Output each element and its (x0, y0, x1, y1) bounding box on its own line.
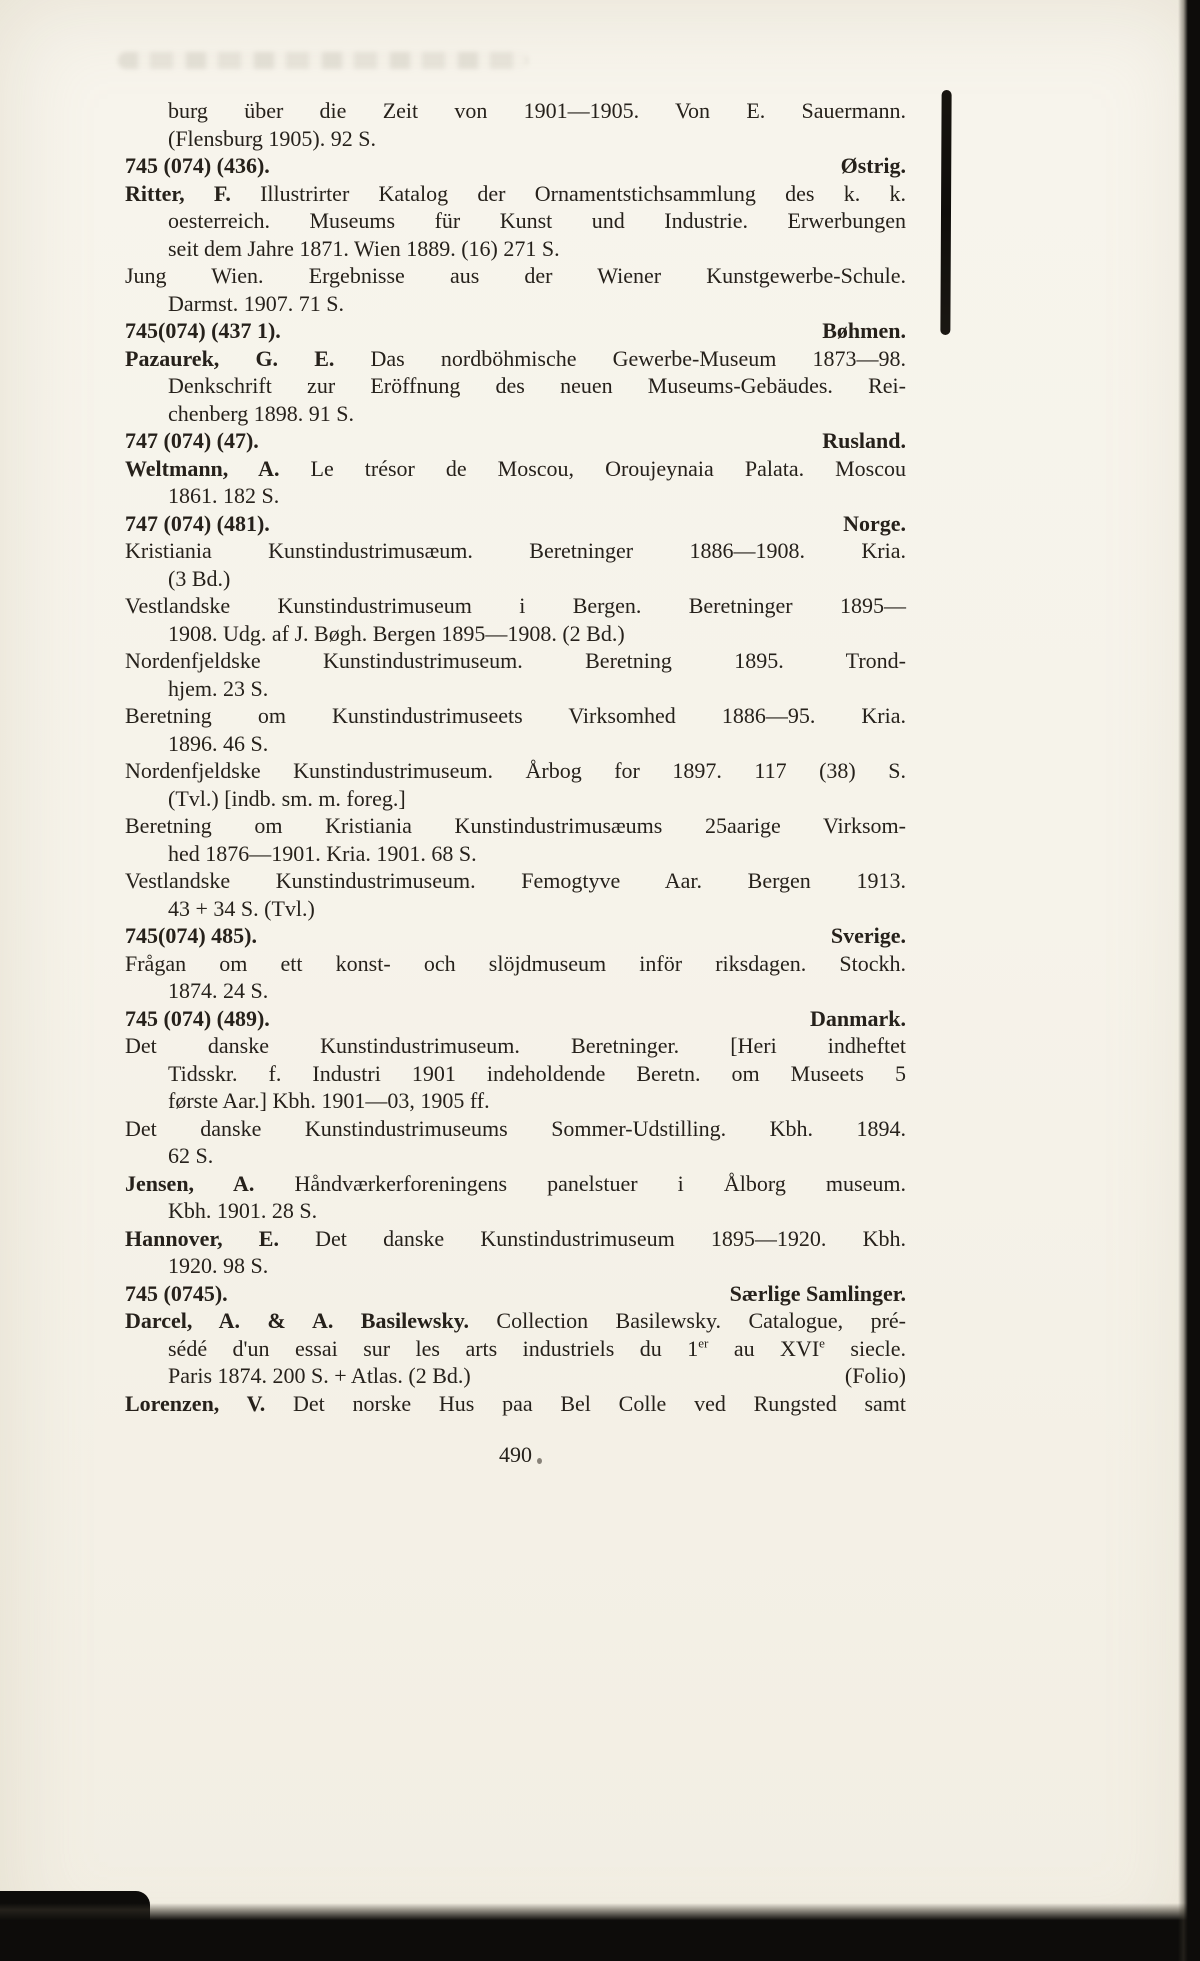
text-segment: Jung Wien. Ergebnisse aus der Wiener Kunstgewerbe-Schule. (125, 263, 906, 288)
bold-text-segment: Hannover, E. (125, 1225, 279, 1251)
line-text (125, 181, 906, 206)
line-text (125, 263, 906, 288)
line-text (125, 593, 906, 618)
line-text (125, 1308, 906, 1333)
text-segment: Kbh. 1901. 28 S. (168, 1198, 318, 1223)
page-number: 490 (499, 1442, 532, 1467)
line-text (168, 1198, 317, 1223)
bold-text-segment: 745 (074) (489). (125, 1005, 270, 1031)
line-text (168, 731, 268, 756)
line-text (168, 978, 268, 1003)
text-segment: Das nordböhmische Gewerbe-Museum 1873—98. (334, 345, 907, 371)
text-segment: Collection Basilewsky. Catalogue, pré- (469, 1308, 906, 1333)
bold-text-segment: Darcel, A. & A. Basilewsky. (125, 1308, 469, 1333)
text-segment: Le trésor de Moscou, Oroujeynaia Palata. Moscou (279, 455, 906, 481)
line-text (125, 1391, 906, 1416)
entry-header-line (125, 427, 906, 455)
catalog-line (125, 400, 906, 428)
catalog-line (125, 675, 906, 703)
bold-text-segment: 747 (074) (47). (125, 428, 259, 453)
text-segment: au XVI (708, 1335, 820, 1361)
catalog-line (125, 565, 906, 593)
catalog-line (125, 950, 906, 978)
line-text (168, 1253, 268, 1278)
catalog-line (125, 207, 906, 235)
text-segment: Nordenfjeldske Kunstindustrimuseum. Årbog for 1897. 117 (38) S. (125, 758, 906, 783)
text-segment: 1874. 24 S. (168, 978, 269, 1003)
catalog-line (125, 482, 906, 510)
country-heading: Norge. (843, 510, 906, 536)
catalog-line (125, 1142, 906, 1170)
text-segment: Beretning om Kristiania Kunstindustrimusæums 25aarige Virksom- (125, 813, 906, 838)
text-segment: Vestlandske Kunstindustrimuseum i Bergen. Beretninger 1895— (125, 593, 906, 618)
line-text (168, 566, 230, 591)
country-heading: Rusland. (822, 428, 906, 453)
line-text (125, 648, 906, 673)
entry-header-line (125, 152, 906, 180)
line-text (125, 951, 906, 976)
bold-text-segment: 745(074) 485). (125, 923, 257, 948)
text-segment: Håndværkerforeningens panelstuer i Ålborg museum. (254, 1170, 906, 1196)
text-segment: Frågan om ett konst- och slöjdmuseum inför riksdagen. Stockh. (125, 950, 906, 976)
catalog-line (125, 262, 906, 290)
text-segment: 1861. 182 S. (168, 483, 280, 508)
catalog-line (125, 592, 906, 620)
bold-text-segment: 747 (074) (481). (125, 510, 270, 536)
line-text (125, 868, 906, 893)
right-aligned-text: (Folio) (844, 1363, 906, 1388)
line-text (168, 1088, 490, 1113)
line-text (168, 126, 376, 151)
entry-header-line (125, 1280, 906, 1308)
text-segment: første Aar.] Kbh. 1901—03, 1905 ff. (168, 1088, 490, 1113)
line-text (125, 1280, 228, 1308)
country-heading: Sverige. (830, 923, 906, 948)
line-text (168, 621, 625, 646)
line-text (125, 152, 270, 180)
text-segment: Det danske Kunstindustrimuseum. Beretninger. [Heri indheftet (125, 1033, 906, 1058)
bold-text-segment: Ritter, F. (125, 180, 231, 206)
text-segment: 1908. Udg. af J. Bøgh. Bergen 1895—1908. (2 Bd.) (168, 620, 625, 646)
line-text (168, 1336, 906, 1361)
catalog-line (125, 867, 906, 895)
catalog-line (125, 345, 906, 373)
catalog-line (125, 895, 906, 923)
text-segment: sédé d'un essai sur les arts industriels du 1 (168, 1335, 699, 1361)
catalog-line (125, 1390, 906, 1418)
bold-text-segment: Jensen, A. (125, 1170, 255, 1196)
line-text (125, 1226, 906, 1251)
catalog-line (125, 125, 906, 153)
line-text (168, 841, 477, 866)
line-text (168, 896, 315, 921)
country-heading: Østrig. (840, 153, 906, 178)
line-text (125, 317, 281, 345)
line-text (125, 1005, 270, 1033)
line-text (125, 538, 906, 563)
scan-speck (537, 1458, 542, 1464)
line-text (168, 1362, 471, 1390)
scan-edge-right (1178, 0, 1200, 1961)
text-segment: Beretning om Kunstindustrimuseets Virksomhed 1886—95. Kria. (125, 703, 906, 728)
line-text (125, 922, 257, 950)
text-segment: Tidsskr. f. Industri 1901 indeholdende Beretn. om Museets 5 (168, 1060, 906, 1086)
line-text (168, 291, 344, 316)
line-text (168, 401, 354, 426)
bold-text-segment: 745 (074) (436). (125, 153, 270, 178)
country-heading: Bøhmen. (822, 318, 906, 343)
entry-header-line (125, 1005, 906, 1033)
text-segment: burg über die Zeit von 1901—1905. Von E. Sauermann. (168, 98, 906, 123)
line-text (125, 813, 906, 838)
text-segment: Nordenfjeldske Kunstindustrimuseum. Beretning 1895. Trond- (125, 648, 906, 673)
catalog-line (125, 1115, 906, 1143)
text-segment: hjem. 23 S. (168, 675, 269, 701)
catalog-line (125, 702, 906, 730)
catalog-line (125, 620, 906, 648)
catalog-line (125, 1307, 906, 1335)
catalog-line (125, 1087, 906, 1115)
text-segment: seit dem Jahre 1871. Wien 1889. (16) 271 S. (168, 235, 560, 261)
catalog-line (125, 1197, 906, 1225)
catalog-line (125, 1170, 906, 1198)
catalog-line (125, 647, 906, 675)
text-block (125, 97, 906, 1417)
text-segment: (Flensburg 1905). 92 S. (168, 125, 376, 151)
text-segment: (Tvl.) [indb. sm. m. foreg.] (168, 785, 406, 811)
catalog-line (125, 235, 906, 263)
bold-text-segment: Lorenzen, V. (125, 1390, 266, 1416)
country-heading: Danmark. (810, 1005, 906, 1031)
catalog-line (125, 372, 906, 400)
text-segment: Det danske Kunstindustrimuseum 1895—1920. Kbh. (278, 1225, 906, 1251)
catalog-line (125, 977, 906, 1005)
catalog-line (125, 1032, 906, 1060)
entry-header-line (125, 922, 906, 950)
catalog-line (125, 785, 906, 813)
bold-text-segment: 745(074) (437 1). (125, 318, 281, 343)
text-segment: hed 1876—1901. Kria. 1901. 68 S. (168, 840, 477, 866)
margin-ink-mark (940, 90, 951, 335)
text-segment: Vestlandske Kunstindustrimuseum. Femogtyve Aar. Bergen 1913. (125, 868, 906, 893)
entry-header-line (125, 317, 906, 345)
line-text (168, 208, 906, 233)
text-segment: Denkschrift zur Eröffnung des neuen Museums-Gebäudes. Rei- (168, 373, 906, 398)
line-text (168, 1061, 906, 1086)
text-segment: 1896. 46 S. (168, 730, 269, 756)
scan-edge-bottom (0, 1903, 1200, 1961)
superscript-segment: er (698, 1335, 709, 1351)
line-text (125, 1171, 906, 1196)
line-text (125, 1033, 906, 1058)
text-segment: 43 + 34 S. (Tvl.) (168, 895, 315, 921)
line-text (168, 1143, 213, 1168)
line-text (125, 703, 906, 728)
text-segment: Paris 1874. 200 S. + Atlas. (2 Bd.) (168, 1363, 471, 1388)
catalog-line (125, 757, 906, 785)
catalog-line (125, 537, 906, 565)
text-segment: Det danske Kunstindustrimuseums Sommer-Udstilling. Kbh. 1894. (125, 1115, 906, 1141)
line-text (125, 456, 906, 481)
catalog-line (125, 97, 906, 125)
line-text (125, 510, 270, 538)
line-text (125, 427, 259, 455)
catalog-line (125, 840, 906, 868)
catalog-line (125, 1225, 906, 1253)
superscript-segment: e (819, 1335, 825, 1351)
line-text (168, 786, 406, 811)
text-segment: Kristiania Kunstindustrimusæum. Beretninger 1886—1908. Kria. (125, 538, 906, 563)
bold-text-segment: 745 (0745). (125, 1280, 228, 1306)
bold-text-segment: Pazaurek, G. E. (125, 345, 335, 371)
line-text (125, 346, 906, 371)
line-text (168, 483, 279, 508)
text-segment: chenberg 1898. 91 S. (168, 400, 354, 426)
catalog-line (125, 455, 906, 483)
catalog-line (125, 1252, 906, 1280)
line-text (168, 676, 268, 701)
line-text (168, 98, 906, 123)
text-segment: oesterreich. Museums für Kunst und Industrie. Erwerbungen (168, 208, 906, 233)
entry-header-line (125, 510, 906, 538)
catalog-line (125, 1335, 906, 1363)
line-text (125, 1116, 906, 1141)
catalog-line (125, 812, 906, 840)
text-segment: (3 Bd.) (168, 565, 231, 591)
bold-text-segment: Weltmann, A. (125, 455, 280, 481)
catalog-line (125, 180, 906, 208)
catalog-line (125, 1362, 906, 1390)
text-segment: Illustrirter Katalog der Ornamentstichsammlung des k. k. (230, 180, 906, 206)
line-text (168, 236, 560, 261)
text-segment: Darmst. 1907. 71 S. (168, 290, 344, 316)
line-text (125, 758, 906, 783)
text-segment: Det norske Hus paa Bel Colle ved Rungsted samt (265, 1390, 906, 1416)
catalog-line (125, 1060, 906, 1088)
country-heading: Særlige Samlinger. (729, 1280, 906, 1306)
catalog-line (125, 730, 906, 758)
catalog-line (125, 290, 906, 318)
line-text (168, 373, 906, 398)
text-segment: siecle. (824, 1335, 906, 1361)
text-segment: 62 S. (168, 1143, 214, 1168)
ink-show-through-smudge (118, 52, 528, 69)
text-segment: 1920. 98 S. (168, 1253, 269, 1278)
